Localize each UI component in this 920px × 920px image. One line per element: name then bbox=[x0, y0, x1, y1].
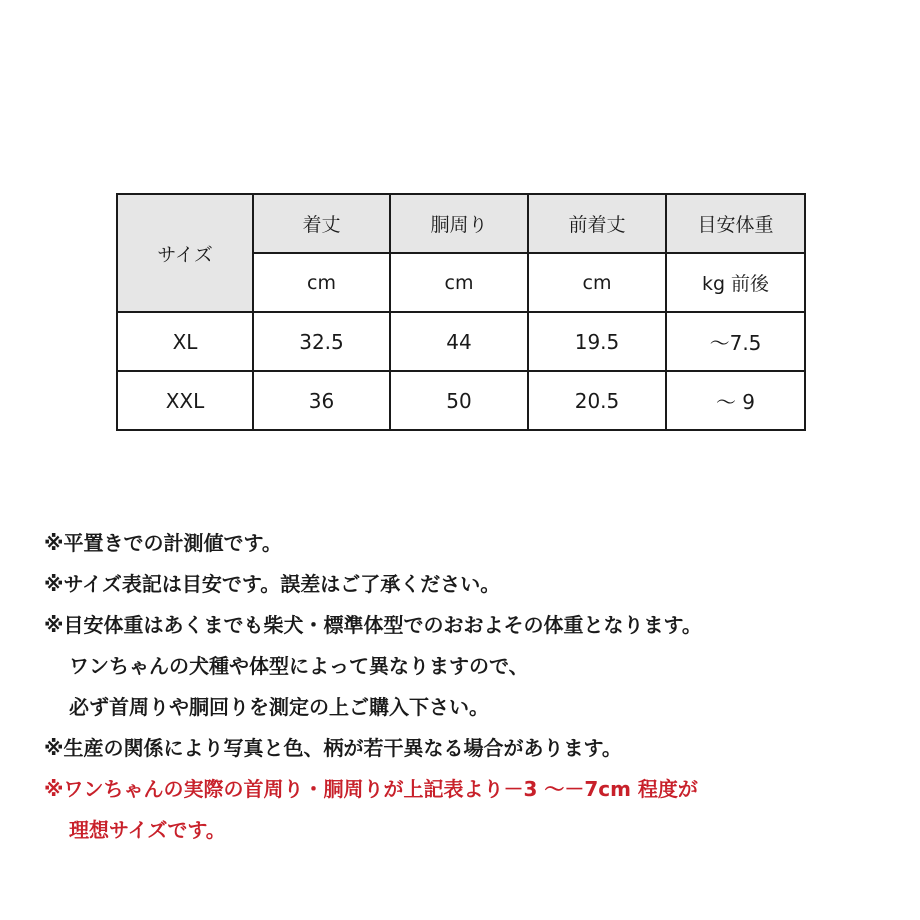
value-cell: 36 bbox=[253, 371, 390, 430]
unit-cell-waist: cm bbox=[390, 253, 528, 312]
note-measurement: ※平置きでの計測値です。 bbox=[44, 531, 282, 555]
size-header-cell: サイズ bbox=[117, 194, 253, 312]
table-row bbox=[117, 312, 805, 371]
value-cell: 44 bbox=[390, 312, 528, 371]
table-header-row bbox=[117, 194, 805, 253]
size-cell: XL bbox=[117, 312, 253, 371]
unit-cell-weight: kg 前後 bbox=[666, 253, 805, 312]
unit-cell-length: cm bbox=[253, 253, 390, 312]
column-header-weight: 目安体重 bbox=[666, 194, 805, 253]
value-cell: 20.5 bbox=[528, 371, 666, 430]
notes-section bbox=[44, 523, 904, 851]
value-cell: 32.5 bbox=[253, 312, 390, 371]
note-ideal-size: ※ワンちゃんの実際の首周り・胴周りが上記表より－3 ～－7cm 程度が bbox=[44, 777, 698, 801]
note-color-variation: ※生産の関係により写真と色、柄が若干異なる場合があります。 bbox=[44, 736, 622, 760]
column-header-front-length: 前着丈 bbox=[528, 194, 666, 253]
value-cell: 50 bbox=[390, 371, 528, 430]
value-cell: ～ 9 bbox=[666, 371, 805, 430]
note-ideal-size-cont: 理想サイズです。 bbox=[69, 818, 226, 842]
note-weight-guide: ※目安体重はあくまでも柴犬・標準体型でのおおよその体重となります。 bbox=[44, 613, 702, 637]
column-header-waist: 胴周り bbox=[390, 194, 528, 253]
size-cell: XXL bbox=[117, 371, 253, 430]
size-chart-table bbox=[116, 193, 806, 431]
column-header-length: 着丈 bbox=[253, 194, 390, 253]
note-size-approx: ※サイズ表記は目安です。誤差はご了承ください。 bbox=[44, 572, 501, 596]
value-cell: ～7.5 bbox=[666, 312, 805, 371]
note-weight-guide-cont-2: 必ず首周りや胴回りを測定の上ご購入下さい。 bbox=[69, 695, 489, 719]
table-row bbox=[117, 371, 805, 430]
note-weight-guide-cont-1: ワンちゃんの犬種や体型によって異なりますので、 bbox=[69, 654, 529, 678]
unit-cell-front-length: cm bbox=[528, 253, 666, 312]
value-cell: 19.5 bbox=[528, 312, 666, 371]
